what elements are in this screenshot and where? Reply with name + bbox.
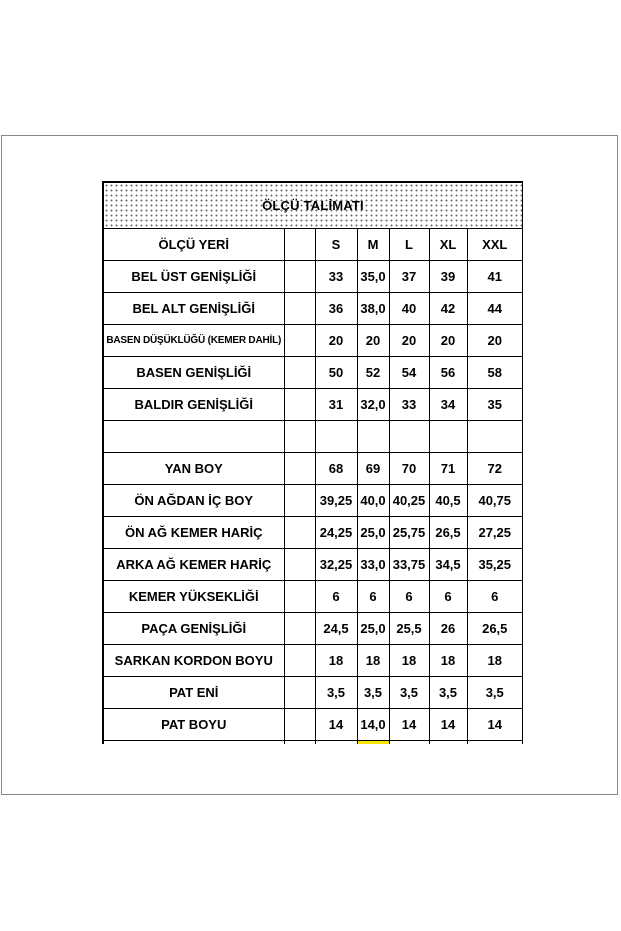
measurement-value: 34,5: [429, 549, 467, 581]
measurement-label: BALDIR GENİŞLİĞİ: [104, 389, 284, 421]
measurement-value: 35,25: [467, 549, 522, 581]
measurement-label: BASEN GENİŞLİĞİ: [104, 357, 284, 389]
blank-column-cell: [284, 453, 315, 485]
title-banner: [104, 181, 522, 229]
measurement-row: [104, 389, 522, 421]
blank-column-cell: [284, 293, 315, 325]
footer-cell: [104, 741, 284, 745]
measurement-value: 33: [315, 261, 357, 293]
blank-column-cell: [284, 229, 315, 261]
measurement-value: 35,0: [357, 261, 389, 293]
measurement-label: BASEN DÜŞÜKLÜĞÜ (KEMER DAHİL): [104, 325, 284, 357]
measurement-value: 26,5: [467, 613, 522, 645]
measurement-row: [104, 485, 522, 517]
measurement-label: PAT ENİ: [104, 677, 284, 709]
chart-title: ÖLÇÜ TALİMATI: [262, 198, 364, 213]
measurement-value: [389, 421, 429, 453]
measurement-value: 20: [315, 325, 357, 357]
measurement-label: BEL ÜST GENİŞLİĞİ: [104, 261, 284, 293]
measurement-value: 72: [467, 453, 522, 485]
measurement-value: 3,5: [389, 677, 429, 709]
measurement-value: [315, 421, 357, 453]
blank-column-cell: [284, 517, 315, 549]
measurement-value: 6: [429, 581, 467, 613]
measurement-value: 70: [389, 453, 429, 485]
measurement-value: 40,5: [429, 485, 467, 517]
measurement-label: ARKA AĞ KEMER HARİÇ: [104, 549, 284, 581]
measurement-row: [104, 453, 522, 485]
measurement-label: YAN BOY: [104, 453, 284, 485]
measurement-label: [104, 421, 284, 453]
header-row: [104, 229, 522, 261]
measurement-value: 14: [429, 709, 467, 741]
blank-column-cell: [284, 677, 315, 709]
measurement-value: 50: [315, 357, 357, 389]
blank-column-cell: [284, 421, 315, 453]
size-header-m: M: [357, 229, 389, 261]
measurement-value: 68: [315, 453, 357, 485]
measurement-value: 25,0: [357, 613, 389, 645]
measurement-value: 6: [357, 581, 389, 613]
footer-cell: [467, 741, 522, 745]
footer-row: [104, 741, 522, 745]
footer-cell: [284, 741, 315, 745]
measurement-value: 40: [389, 293, 429, 325]
measurement-value: 34: [429, 389, 467, 421]
measurement-value: 39: [429, 261, 467, 293]
measurement-value: 25,5: [389, 613, 429, 645]
measurement-value: 40,75: [467, 485, 522, 517]
measurement-value: 14: [389, 709, 429, 741]
measurement-value: 40,25: [389, 485, 429, 517]
measurement-value: 24,25: [315, 517, 357, 549]
blank-column-cell: [284, 645, 315, 677]
measurement-row: [104, 261, 522, 293]
measurement-label: SARKAN KORDON BOYU: [104, 645, 284, 677]
blank-column-cell: [284, 357, 315, 389]
measurement-value: 25,75: [389, 517, 429, 549]
measurement-value: 40,0: [357, 485, 389, 517]
measurement-row: [104, 613, 522, 645]
measurement-row: [104, 293, 522, 325]
measurement-row: [104, 677, 522, 709]
measurement-value: 6: [315, 581, 357, 613]
measurement-value: 20: [429, 325, 467, 357]
footer-cell: [389, 741, 429, 745]
measurement-value: 56: [429, 357, 467, 389]
size-chart-sheet: [102, 181, 523, 744]
measurement-value: 3,5: [315, 677, 357, 709]
measurement-value: 33,75: [389, 549, 429, 581]
blank-column-cell: [284, 389, 315, 421]
measurement-label: ÖN AĞ KEMER HARİÇ: [104, 517, 284, 549]
measurement-value: 42: [429, 293, 467, 325]
blank-column-cell: [284, 325, 315, 357]
measurement-row: [104, 645, 522, 677]
size-table: [104, 229, 522, 744]
measurement-value: 32,25: [315, 549, 357, 581]
measurement-row: [104, 325, 522, 357]
measurement-value: 20: [389, 325, 429, 357]
size-header-xl: XL: [429, 229, 467, 261]
footer-cell: [429, 741, 467, 745]
measurement-value: 20: [357, 325, 389, 357]
measurement-value: 26,5: [429, 517, 467, 549]
measurement-value: 18: [429, 645, 467, 677]
measurement-value: 20: [467, 325, 522, 357]
measurement-value: 27,25: [467, 517, 522, 549]
measurement-value: 6: [389, 581, 429, 613]
measurement-value: 52: [357, 357, 389, 389]
measurement-value: 14: [315, 709, 357, 741]
blank-column-cell: [284, 549, 315, 581]
measurement-value: 26: [429, 613, 467, 645]
blank-column-cell: [284, 261, 315, 293]
measurement-value: 3,5: [429, 677, 467, 709]
measurement-value: 71: [429, 453, 467, 485]
blank-column-cell: [284, 613, 315, 645]
measurement-value: 6: [467, 581, 522, 613]
measurement-value: 18: [467, 645, 522, 677]
measurement-label: KEMER YÜKSEKLİĞİ: [104, 581, 284, 613]
measurement-value: 37: [389, 261, 429, 293]
measurement-value: 33,0: [357, 549, 389, 581]
measurement-value: 69: [357, 453, 389, 485]
measurement-value: [357, 421, 389, 453]
measurement-value: 33: [389, 389, 429, 421]
measurement-value: 24,5: [315, 613, 357, 645]
measurement-value: 58: [467, 357, 522, 389]
measurement-label: ÖN AĞDAN İÇ BOY: [104, 485, 284, 517]
measurement-label: BEL ALT GENİŞLİĞİ: [104, 293, 284, 325]
blank-column-cell: [284, 709, 315, 741]
measurement-value: 14: [467, 709, 522, 741]
measurement-row: [104, 549, 522, 581]
measurement-value: 3,5: [467, 677, 522, 709]
measurement-value: 36: [315, 293, 357, 325]
header-label: ÖLÇÜ YERİ: [104, 229, 284, 261]
measurement-value: 32,0: [357, 389, 389, 421]
measurement-label: PAT BOYU: [104, 709, 284, 741]
measurement-label: PAÇA GENİŞLİĞİ: [104, 613, 284, 645]
measurement-value: 54: [389, 357, 429, 389]
blank-column-cell: [284, 581, 315, 613]
measurement-row: [104, 709, 522, 741]
measurement-value: [467, 421, 522, 453]
measurement-row: [104, 421, 522, 453]
measurement-row: [104, 357, 522, 389]
measurement-value: 14,0: [357, 709, 389, 741]
measurement-value: 44: [467, 293, 522, 325]
measurement-value: 18: [357, 645, 389, 677]
measurement-row: [104, 581, 522, 613]
measurement-value: 41: [467, 261, 522, 293]
size-header-s: S: [315, 229, 357, 261]
measurement-value: 38,0: [357, 293, 389, 325]
measurement-value: 3,5: [357, 677, 389, 709]
measurement-value: 35: [467, 389, 522, 421]
measurement-row: [104, 517, 522, 549]
footer-cell: [315, 741, 357, 745]
size-header-l: L: [389, 229, 429, 261]
measurement-value: [429, 421, 467, 453]
measurement-value: 18: [389, 645, 429, 677]
measurement-value: 31: [315, 389, 357, 421]
size-header-xxl: XXL: [467, 229, 522, 261]
highlighted-cell: [357, 741, 389, 745]
blank-column-cell: [284, 485, 315, 517]
measurement-value: 25,0: [357, 517, 389, 549]
measurement-value: 18: [315, 645, 357, 677]
measurement-value: 39,25: [315, 485, 357, 517]
